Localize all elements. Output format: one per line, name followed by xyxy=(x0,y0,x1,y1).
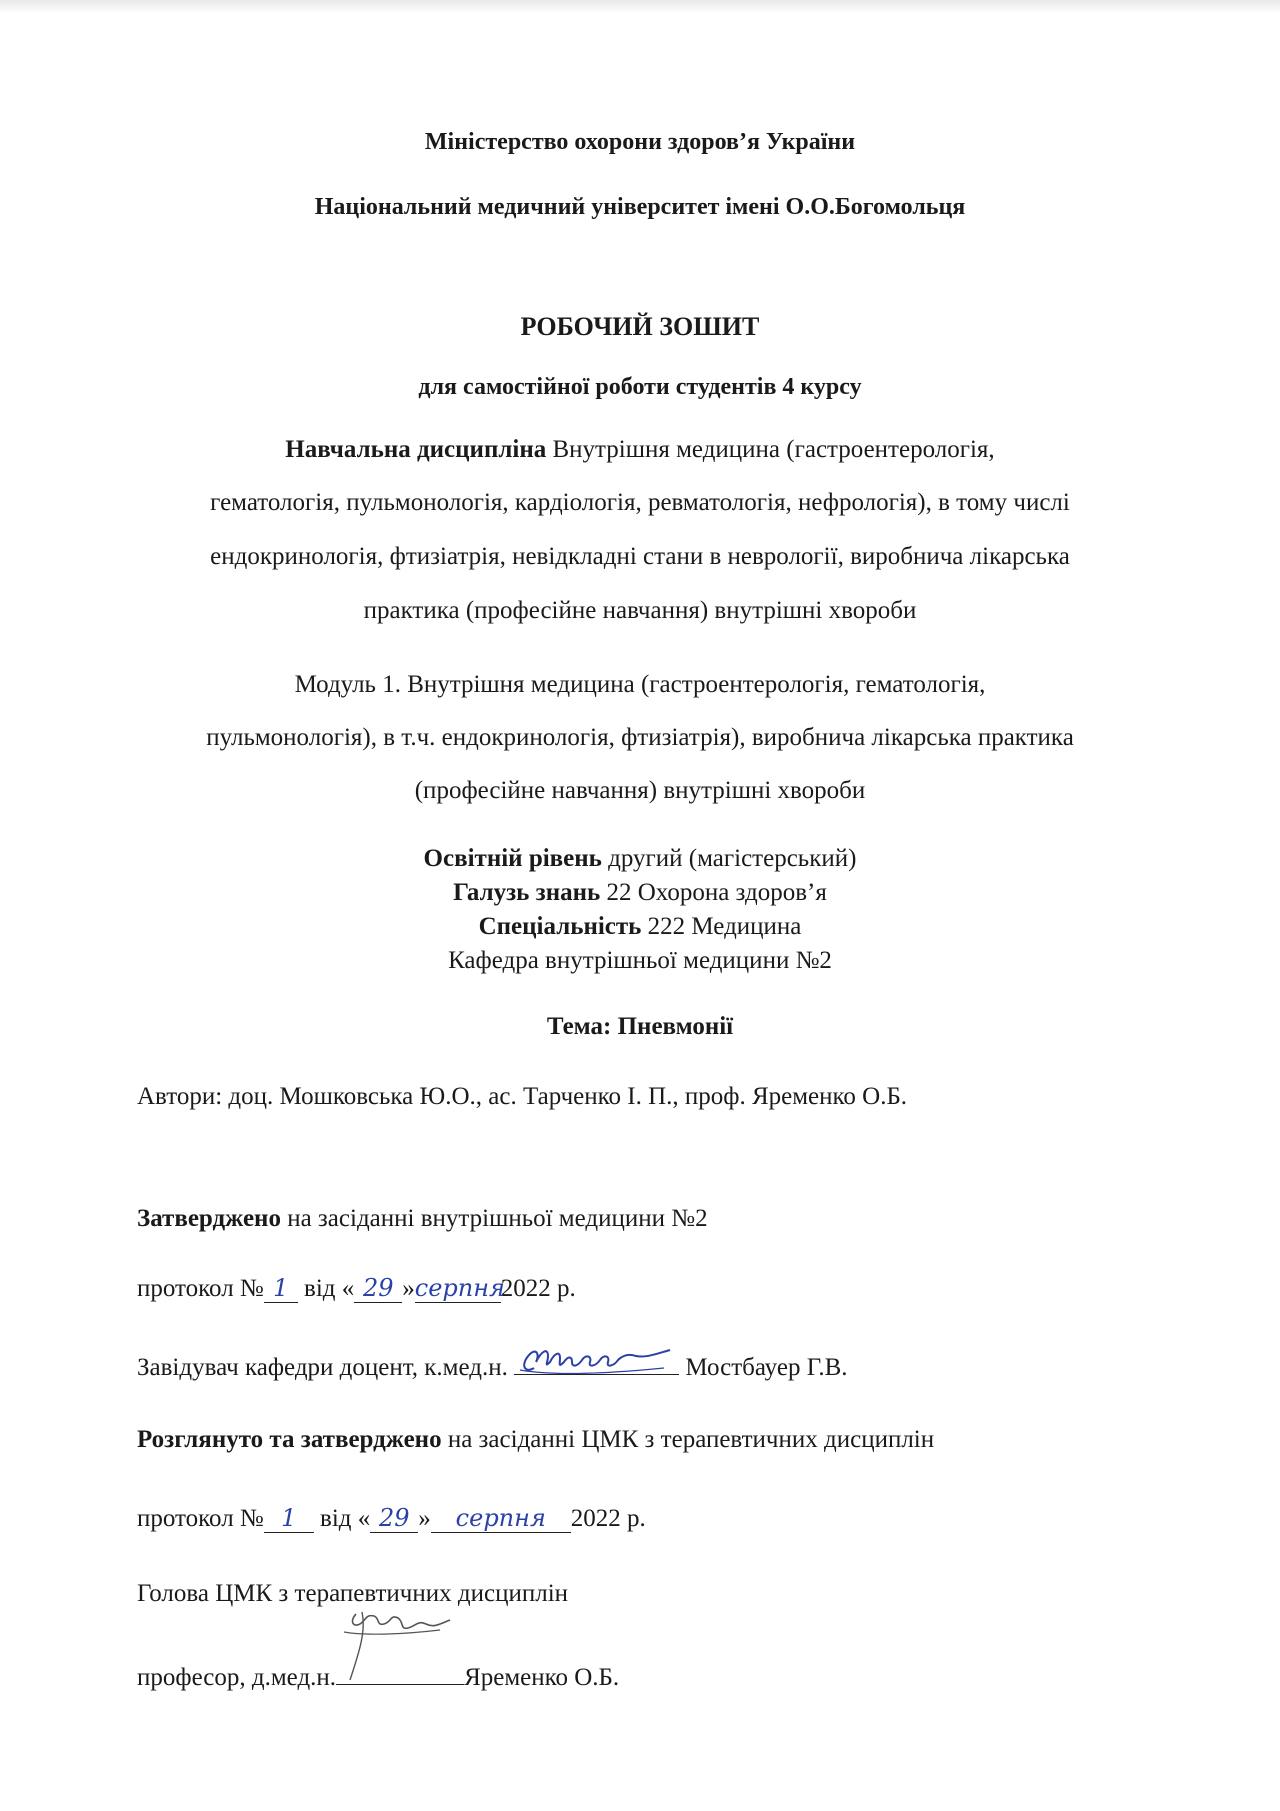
field-value: 22 Охорона здоров’я xyxy=(606,879,827,906)
discipline-line-1 xyxy=(0,436,1280,464)
ministry-heading: Міністерство охорони здоров’я України xyxy=(424,129,856,155)
discipline-line-3: ендокринологія, фтизіатрія, невідкладні стани в неврології, виробнича лікарська xyxy=(210,543,1070,570)
department-head xyxy=(137,1348,848,1382)
field-label: Галузь знань xyxy=(453,879,601,906)
protocol-1-day-close: » xyxy=(402,1275,415,1302)
document-title: РОБОЧИЙ ЗОШИТ xyxy=(520,312,760,341)
discipline-line-2: гематологія, пульмонологія, кардіологія, ревматологія, нефрологія), в тому числі xyxy=(210,489,1070,516)
head-name: Мостбауер Г.В. xyxy=(685,1354,848,1381)
scan-shadow xyxy=(0,0,1280,14)
cmk-chair: Голова ЦМК з терапевтичних дисциплін xyxy=(137,1580,569,1607)
approval-1-protocol xyxy=(137,1275,576,1303)
protocol-2-date-from: від « xyxy=(320,1505,371,1532)
protocol-2-day: 29 xyxy=(370,1505,418,1533)
protocol-1-number: 1 xyxy=(264,1275,298,1303)
university-heading: Національний медичний університет імені О.О.Богомольця xyxy=(314,194,966,220)
education-level-value: другий (магістерський) xyxy=(608,845,857,872)
discipline-label: Навчальна дисципліна xyxy=(285,436,547,463)
head-signature xyxy=(514,1348,679,1375)
module-line-2: пульмонологія), в т.ч. ендокринологія, фтизіатрія), виробнича лікарська практика xyxy=(206,724,1074,751)
education-level xyxy=(0,845,1280,873)
approval-2-text: на засіданні ЦМК з терапевтичних дисциплін xyxy=(447,1426,935,1453)
protocol-1-date-from: від « xyxy=(304,1275,355,1302)
protocol-1-day: 29 xyxy=(354,1275,402,1303)
professor-name: Яременко О.Б. xyxy=(464,1664,620,1691)
approval-1-label: Затверджено xyxy=(137,1205,281,1232)
discipline-text-1: Внутрішня медицина (гастроентерологія, xyxy=(552,436,995,463)
protocol-2-day-close: » xyxy=(418,1505,431,1532)
protocol-2-year: 2022 р. xyxy=(570,1505,646,1532)
protocol-2-month: серпня xyxy=(431,1505,571,1533)
protocol-1-month: серпня xyxy=(414,1274,505,1302)
authors: Автори: доц. Мошковська Ю.О., ас. Тарченко І. П., проф. Яременко О.Б. xyxy=(137,1083,908,1110)
module-line-3: (професійне навчання) внутрішні хвороби xyxy=(414,777,866,804)
professor-signature-line xyxy=(137,1658,619,1692)
approval-1-text: на засіданні внутрішньої медицини №2 xyxy=(287,1205,708,1232)
protocol-2-prefix: протокол № xyxy=(137,1505,264,1532)
professor-title: професор, д.мед.н. xyxy=(137,1664,337,1691)
topic: Тема: Пневмонії xyxy=(546,1013,734,1040)
head-title: Завідувач кафедри доцент, к.мед.н. xyxy=(137,1354,508,1381)
protocol-1-year: 2022 р. xyxy=(500,1275,576,1302)
professor-signature xyxy=(336,1658,464,1685)
approval-2-statement xyxy=(137,1426,934,1454)
approval-2-protocol xyxy=(137,1505,646,1533)
specialty xyxy=(0,913,1280,941)
field-of-knowledge xyxy=(0,879,1280,907)
approval-2-label: Розглянуто та затверджено xyxy=(137,1426,442,1453)
specialty-label: Спеціальність xyxy=(478,913,642,940)
department: Кафедра внутрішньої медицини №2 xyxy=(448,947,832,974)
document-subtitle: для самостійної роботи студентів 4 курсу xyxy=(418,374,862,400)
approval-1-statement xyxy=(137,1205,708,1233)
module-line-1: Модуль 1. Внутрішня медицина (гастроентерологія, гематологія, xyxy=(294,671,986,698)
protocol-1-prefix: протокол № xyxy=(137,1275,264,1302)
discipline-line-4: практика (професійне навчання) внутрішні хвороби xyxy=(363,597,917,624)
specialty-value: 222 Медицина xyxy=(647,913,802,940)
protocol-2-number: 1 xyxy=(264,1505,314,1533)
education-level-label: Освітній рівень xyxy=(423,845,602,872)
